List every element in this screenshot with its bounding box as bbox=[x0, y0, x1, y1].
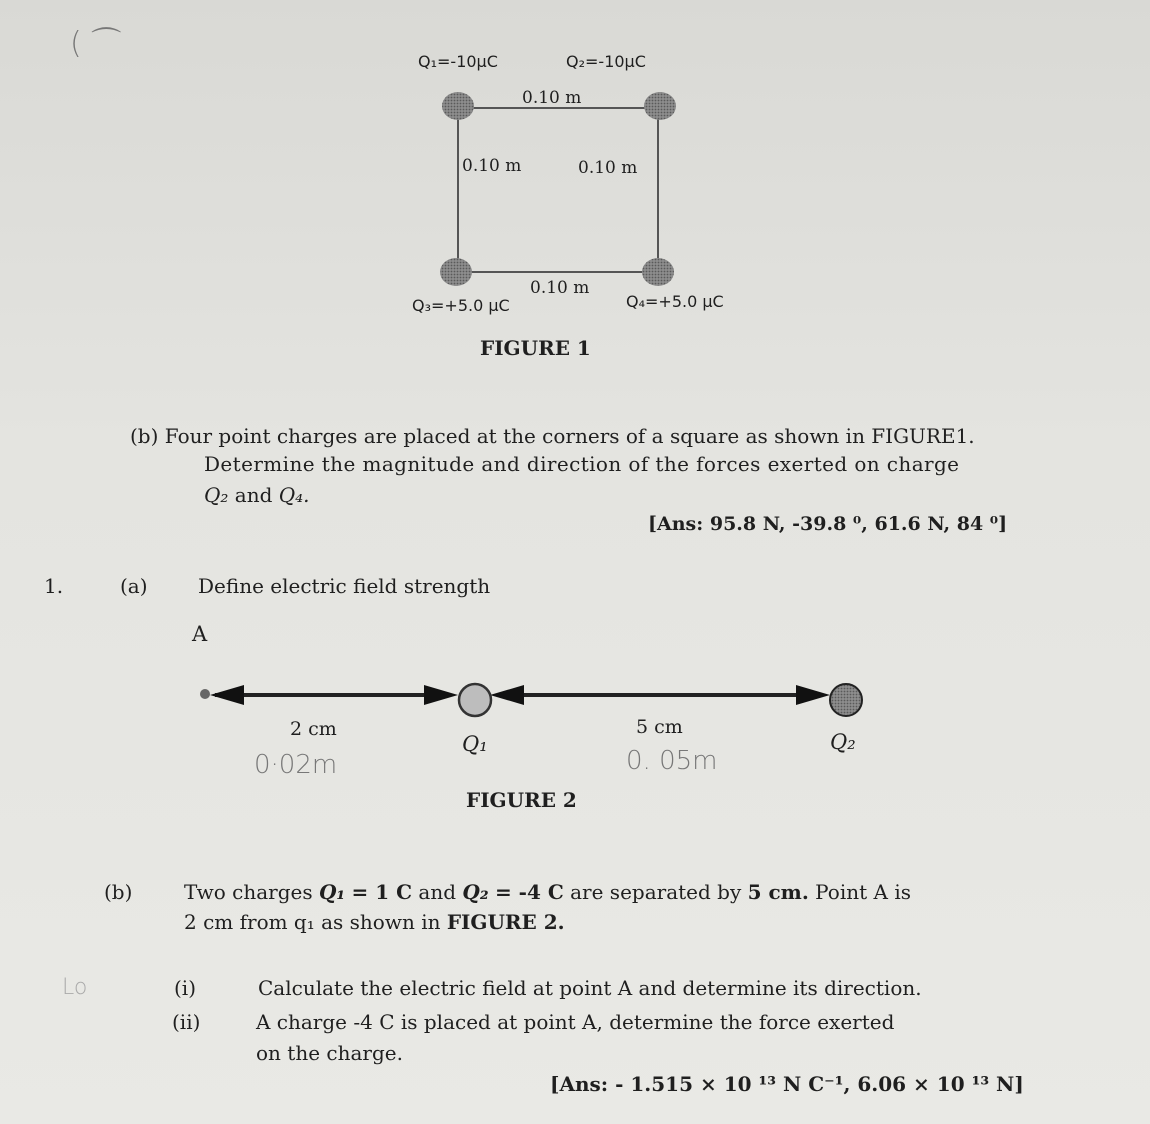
fig2-part-b-label: (b) bbox=[104, 880, 133, 904]
arrowhead-left-1 bbox=[210, 685, 244, 705]
charge-q3-dot bbox=[440, 258, 472, 286]
sub-i-label: (i) bbox=[174, 976, 197, 1000]
fig2-text-q2: Q₂ bbox=[462, 880, 489, 904]
fig2-q1-label: Q₁ bbox=[462, 732, 488, 756]
margin-mark-left: Lo bbox=[62, 975, 88, 1000]
arrowhead-right-2 bbox=[796, 685, 830, 705]
part-a-label: (a) bbox=[120, 574, 148, 598]
fig1-q4-symbol: Q₄. bbox=[278, 483, 310, 507]
fig2-text-q1: Q₁ bbox=[318, 880, 346, 904]
top-side-label: 0.10 m bbox=[522, 88, 582, 108]
distance-2cm-label: 2 cm bbox=[290, 718, 337, 740]
bottom-side-label: 0.10 m bbox=[530, 278, 590, 298]
fig2-text-q2-value: = -4 C bbox=[494, 880, 564, 904]
part-a-text: Define electric field strength bbox=[198, 574, 491, 598]
fig1-part-b-line3 bbox=[204, 483, 310, 507]
arrowhead-right-1 bbox=[424, 685, 458, 705]
margin-mark-top: ( ⌒ bbox=[70, 26, 122, 61]
fig2-text-point-a: Point A is bbox=[815, 880, 911, 904]
fig2-text-separated: are separated by bbox=[570, 880, 742, 904]
charge-q2-dot bbox=[644, 92, 676, 120]
charge-fig2-q1-dot bbox=[459, 684, 491, 716]
fig1-part-b-line1 bbox=[130, 424, 975, 448]
fig2-text-and: and bbox=[418, 880, 457, 904]
sub-ii-label: (ii) bbox=[172, 1010, 201, 1034]
sub-ii-text-line1: A charge -4 C is placed at point A, determine the force exerted bbox=[256, 1010, 895, 1034]
fig2-text-figure2-ref: FIGURE 2. bbox=[446, 910, 565, 934]
q1-label: Q₁=-10μC bbox=[418, 52, 498, 71]
fig2-answer: [Ans: - 1.515 × 10 ¹³ N C⁻¹, 6.06 × 10 ¹³ N] bbox=[550, 1072, 1024, 1096]
q2-label: Q₂=-10μC bbox=[566, 52, 646, 71]
fig1-part-b-label: (b) bbox=[130, 424, 159, 448]
fig2-text-2cm-from: 2 cm from q₁ as shown in bbox=[184, 910, 441, 934]
fig2-part-b-line1 bbox=[184, 880, 911, 904]
right-side-label: 0.10 m bbox=[578, 158, 638, 178]
point-a-label: A bbox=[192, 622, 208, 646]
question-number: 1. bbox=[44, 574, 64, 598]
handwritten-0.05m: 0. 05m bbox=[626, 746, 718, 776]
figure1-caption: FIGURE 1 bbox=[480, 336, 591, 360]
sub-i-text: Calculate the electric field at point A and determine its direction. bbox=[258, 976, 922, 1000]
sub-ii-text-line2: on the charge. bbox=[256, 1041, 403, 1065]
charge-q4-dot bbox=[642, 258, 674, 286]
q3-label: Q₃=+5.0 μC bbox=[412, 296, 510, 315]
fig2-part-b-line2 bbox=[184, 910, 565, 934]
distance-5cm-label: 5 cm bbox=[636, 716, 683, 738]
fig1-part-b-text1: Four point charges are placed at the corners of a square as shown in FIGURE1. bbox=[164, 424, 975, 448]
left-side-label: 0.10 m bbox=[462, 156, 522, 176]
charge-fig2-q2-dot bbox=[830, 684, 862, 716]
fig1-answer: [Ans: 95.8 N, -39.8 ⁰, 61.6 N, 84 ⁰] bbox=[648, 513, 1008, 535]
fig2-text-q1-value: = 1 C bbox=[351, 880, 413, 904]
q4-label: Q₄=+5.0 μC bbox=[626, 292, 724, 311]
fig2-text-two-charges: Two charges bbox=[184, 880, 313, 904]
fig2-q2-label: Q₂ bbox=[830, 730, 856, 754]
arrowhead-left-2 bbox=[490, 685, 524, 705]
charge-q1-dot bbox=[442, 92, 474, 120]
fig1-part-b-line2: Determine the magnitude and direction of the forces exerted on charge bbox=[204, 452, 960, 476]
fig1-and-text: and bbox=[234, 483, 273, 507]
fig1-q2-symbol: Q₂ bbox=[204, 483, 229, 507]
fig2-text-5cm: 5 cm. bbox=[747, 880, 809, 904]
handwritten-0.02m: 0·02m bbox=[254, 750, 338, 780]
point-a-dot bbox=[200, 689, 210, 699]
figure2-caption: FIGURE 2 bbox=[466, 788, 577, 812]
